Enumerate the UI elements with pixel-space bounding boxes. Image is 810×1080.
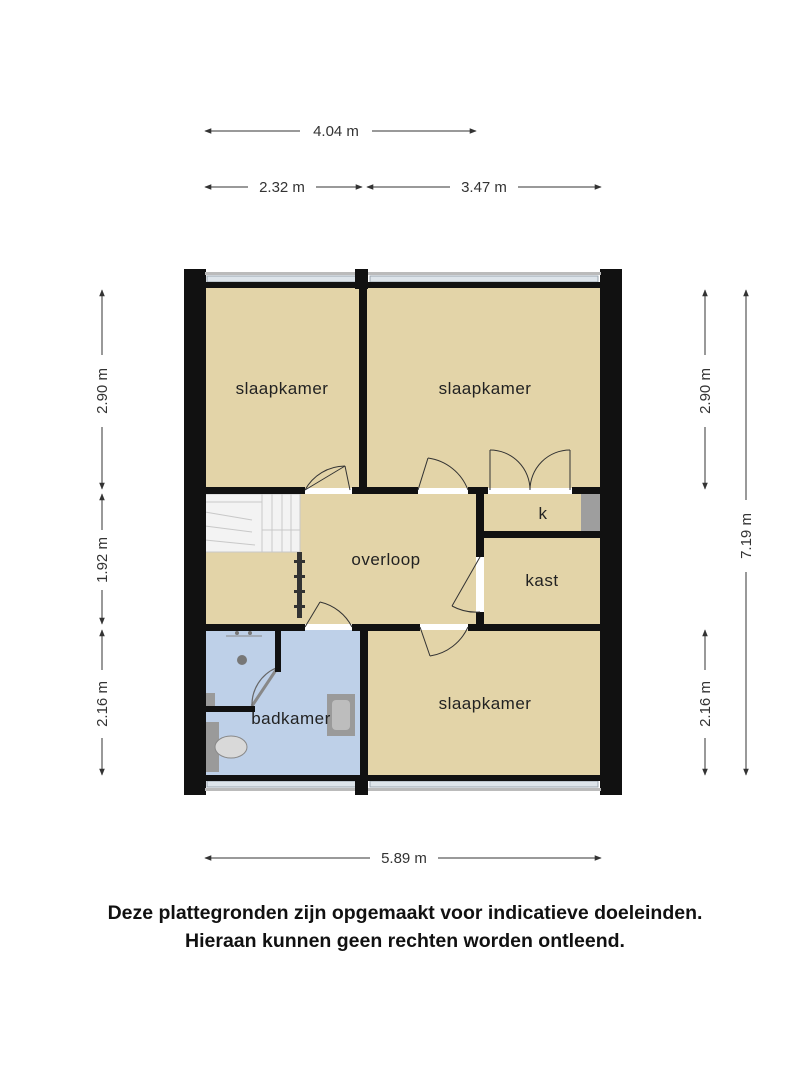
shelf-block	[581, 494, 601, 531]
dim-right-top: 2.90 m	[697, 368, 714, 414]
windows-top	[207, 276, 598, 282]
dim-right-total: 7.19 m	[738, 513, 755, 559]
label-bedroom-bottom-right: slaapkamer	[438, 694, 532, 713]
disclaimer-line-1: Deze plattegronden zijn opgemaakt voor indicatieve doeleinden.	[107, 902, 703, 924]
dim-left-middle: 1.92 m	[94, 537, 111, 583]
dim-left-bottom: 2.16 m	[94, 681, 111, 727]
dim-bottom-total: 5.89 m	[381, 850, 427, 867]
label-bedroom-top-left: slaapkamer	[235, 379, 329, 398]
staircase	[205, 494, 300, 552]
label-bathroom: badkamer	[251, 709, 331, 728]
dim-top-right: 3.47 m	[461, 179, 507, 196]
dim-right-bottom: 2.16 m	[697, 681, 714, 727]
disclaimer-line-2: Hieraan kunnen geen rechten worden ontleend.	[185, 930, 625, 952]
label-landing: overloop	[351, 550, 421, 569]
dim-left-top: 2.90 m	[94, 368, 111, 414]
dim-top-left: 2.32 m	[259, 179, 305, 196]
windows-bottom	[207, 781, 598, 787]
dim-top-total: 4.04 m	[313, 123, 359, 140]
label-bedroom-top-right: slaapkamer	[438, 379, 532, 398]
label-closet: kast	[525, 571, 559, 590]
sink	[327, 694, 355, 736]
label-closet-small: k	[538, 504, 548, 523]
bath-towel-rack	[205, 693, 215, 707]
